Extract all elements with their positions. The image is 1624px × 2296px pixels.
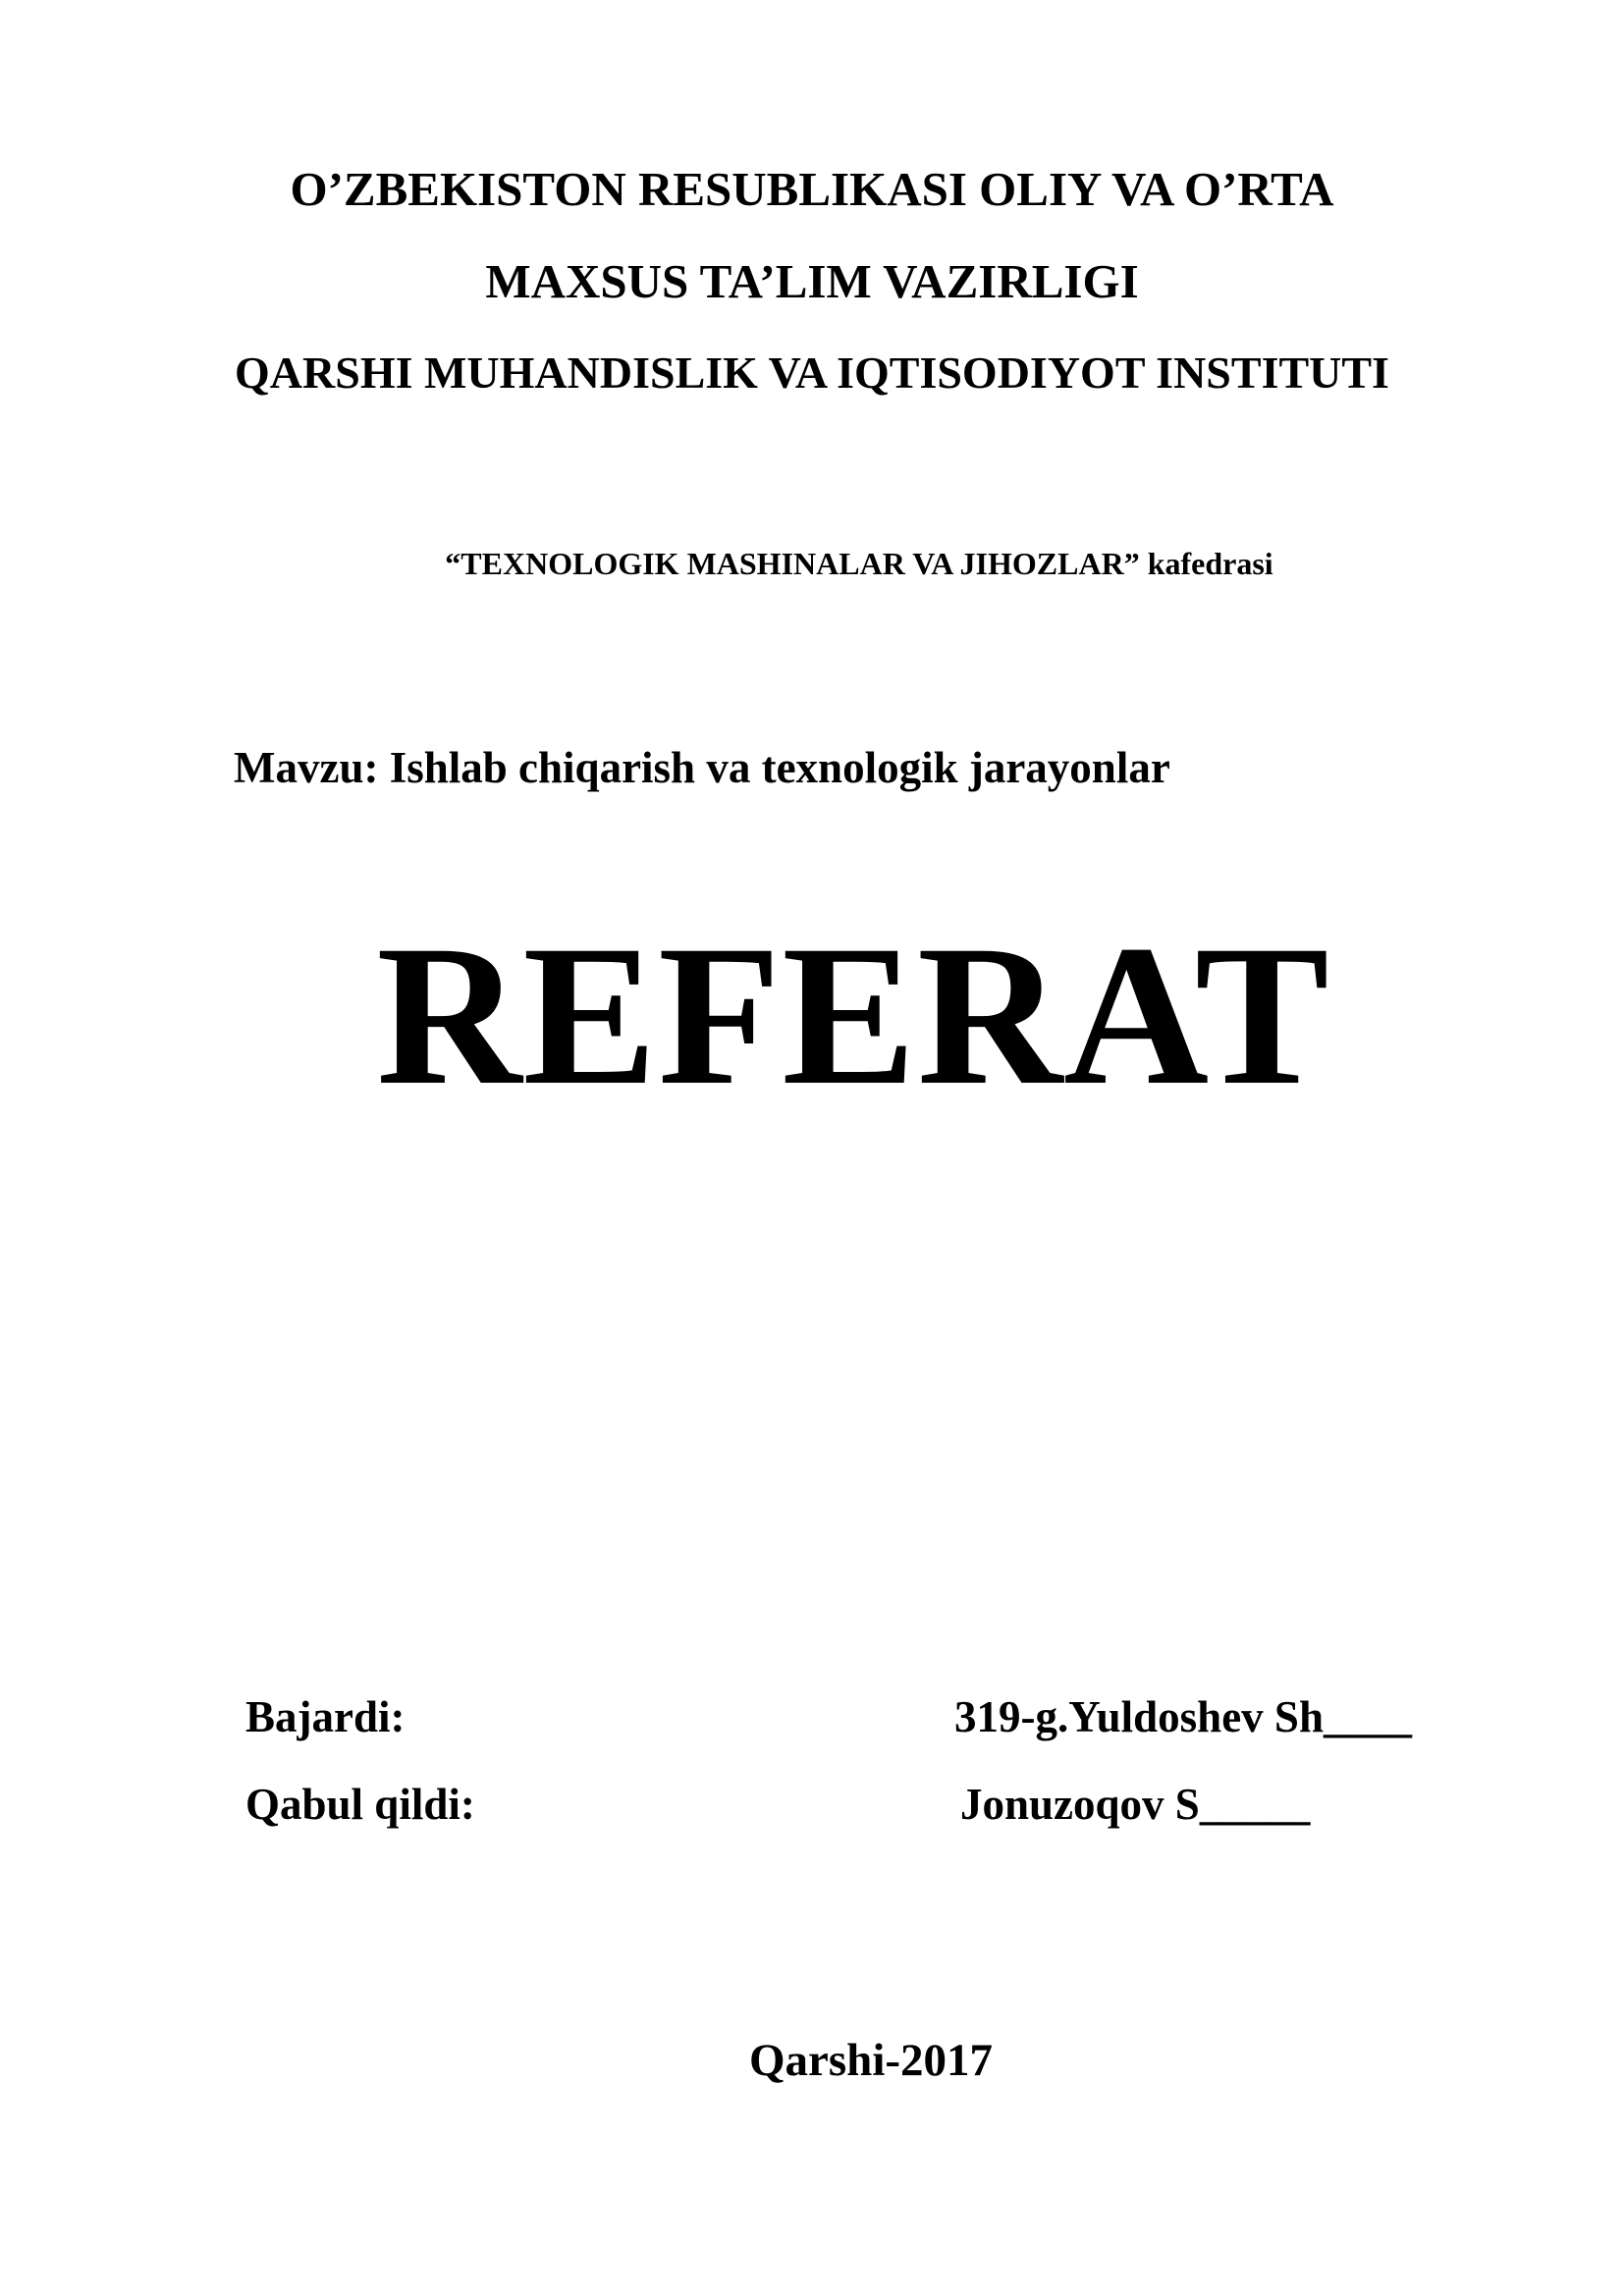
- accepted-by-label: Qabul qildi:: [245, 1780, 475, 1829]
- institute-name: QARSHI MUHANDISLIK VA IQTISODIYOT INSTITUTI: [235, 347, 1389, 398]
- accepted-by-value: Jonuzoqov S_____: [960, 1780, 1311, 1829]
- ministry-title-line-1: O’ZBEKISTON RESUBLIKASI OLIY VA O’RTA: [290, 162, 1334, 216]
- place-and-year: Qarshi-2017: [748, 2035, 994, 2086]
- done-by-value: 319-g.Yuldoshev Sh____: [954, 1692, 1412, 1741]
- document-type-title: REFERAT: [376, 904, 1330, 1127]
- done-by-label: Bajardi:: [245, 1692, 406, 1741]
- topic-line: Mavzu: Ishlab chiqarish va texnologik jarayonlar: [234, 743, 1170, 792]
- department-name: “TEXNOLOGIK MASHINALAR VA JIHOZLAR” kafedrasi: [445, 546, 1273, 581]
- ministry-title-line-2: MAXSUS TA’LIM VAZIRLIGI: [485, 254, 1139, 308]
